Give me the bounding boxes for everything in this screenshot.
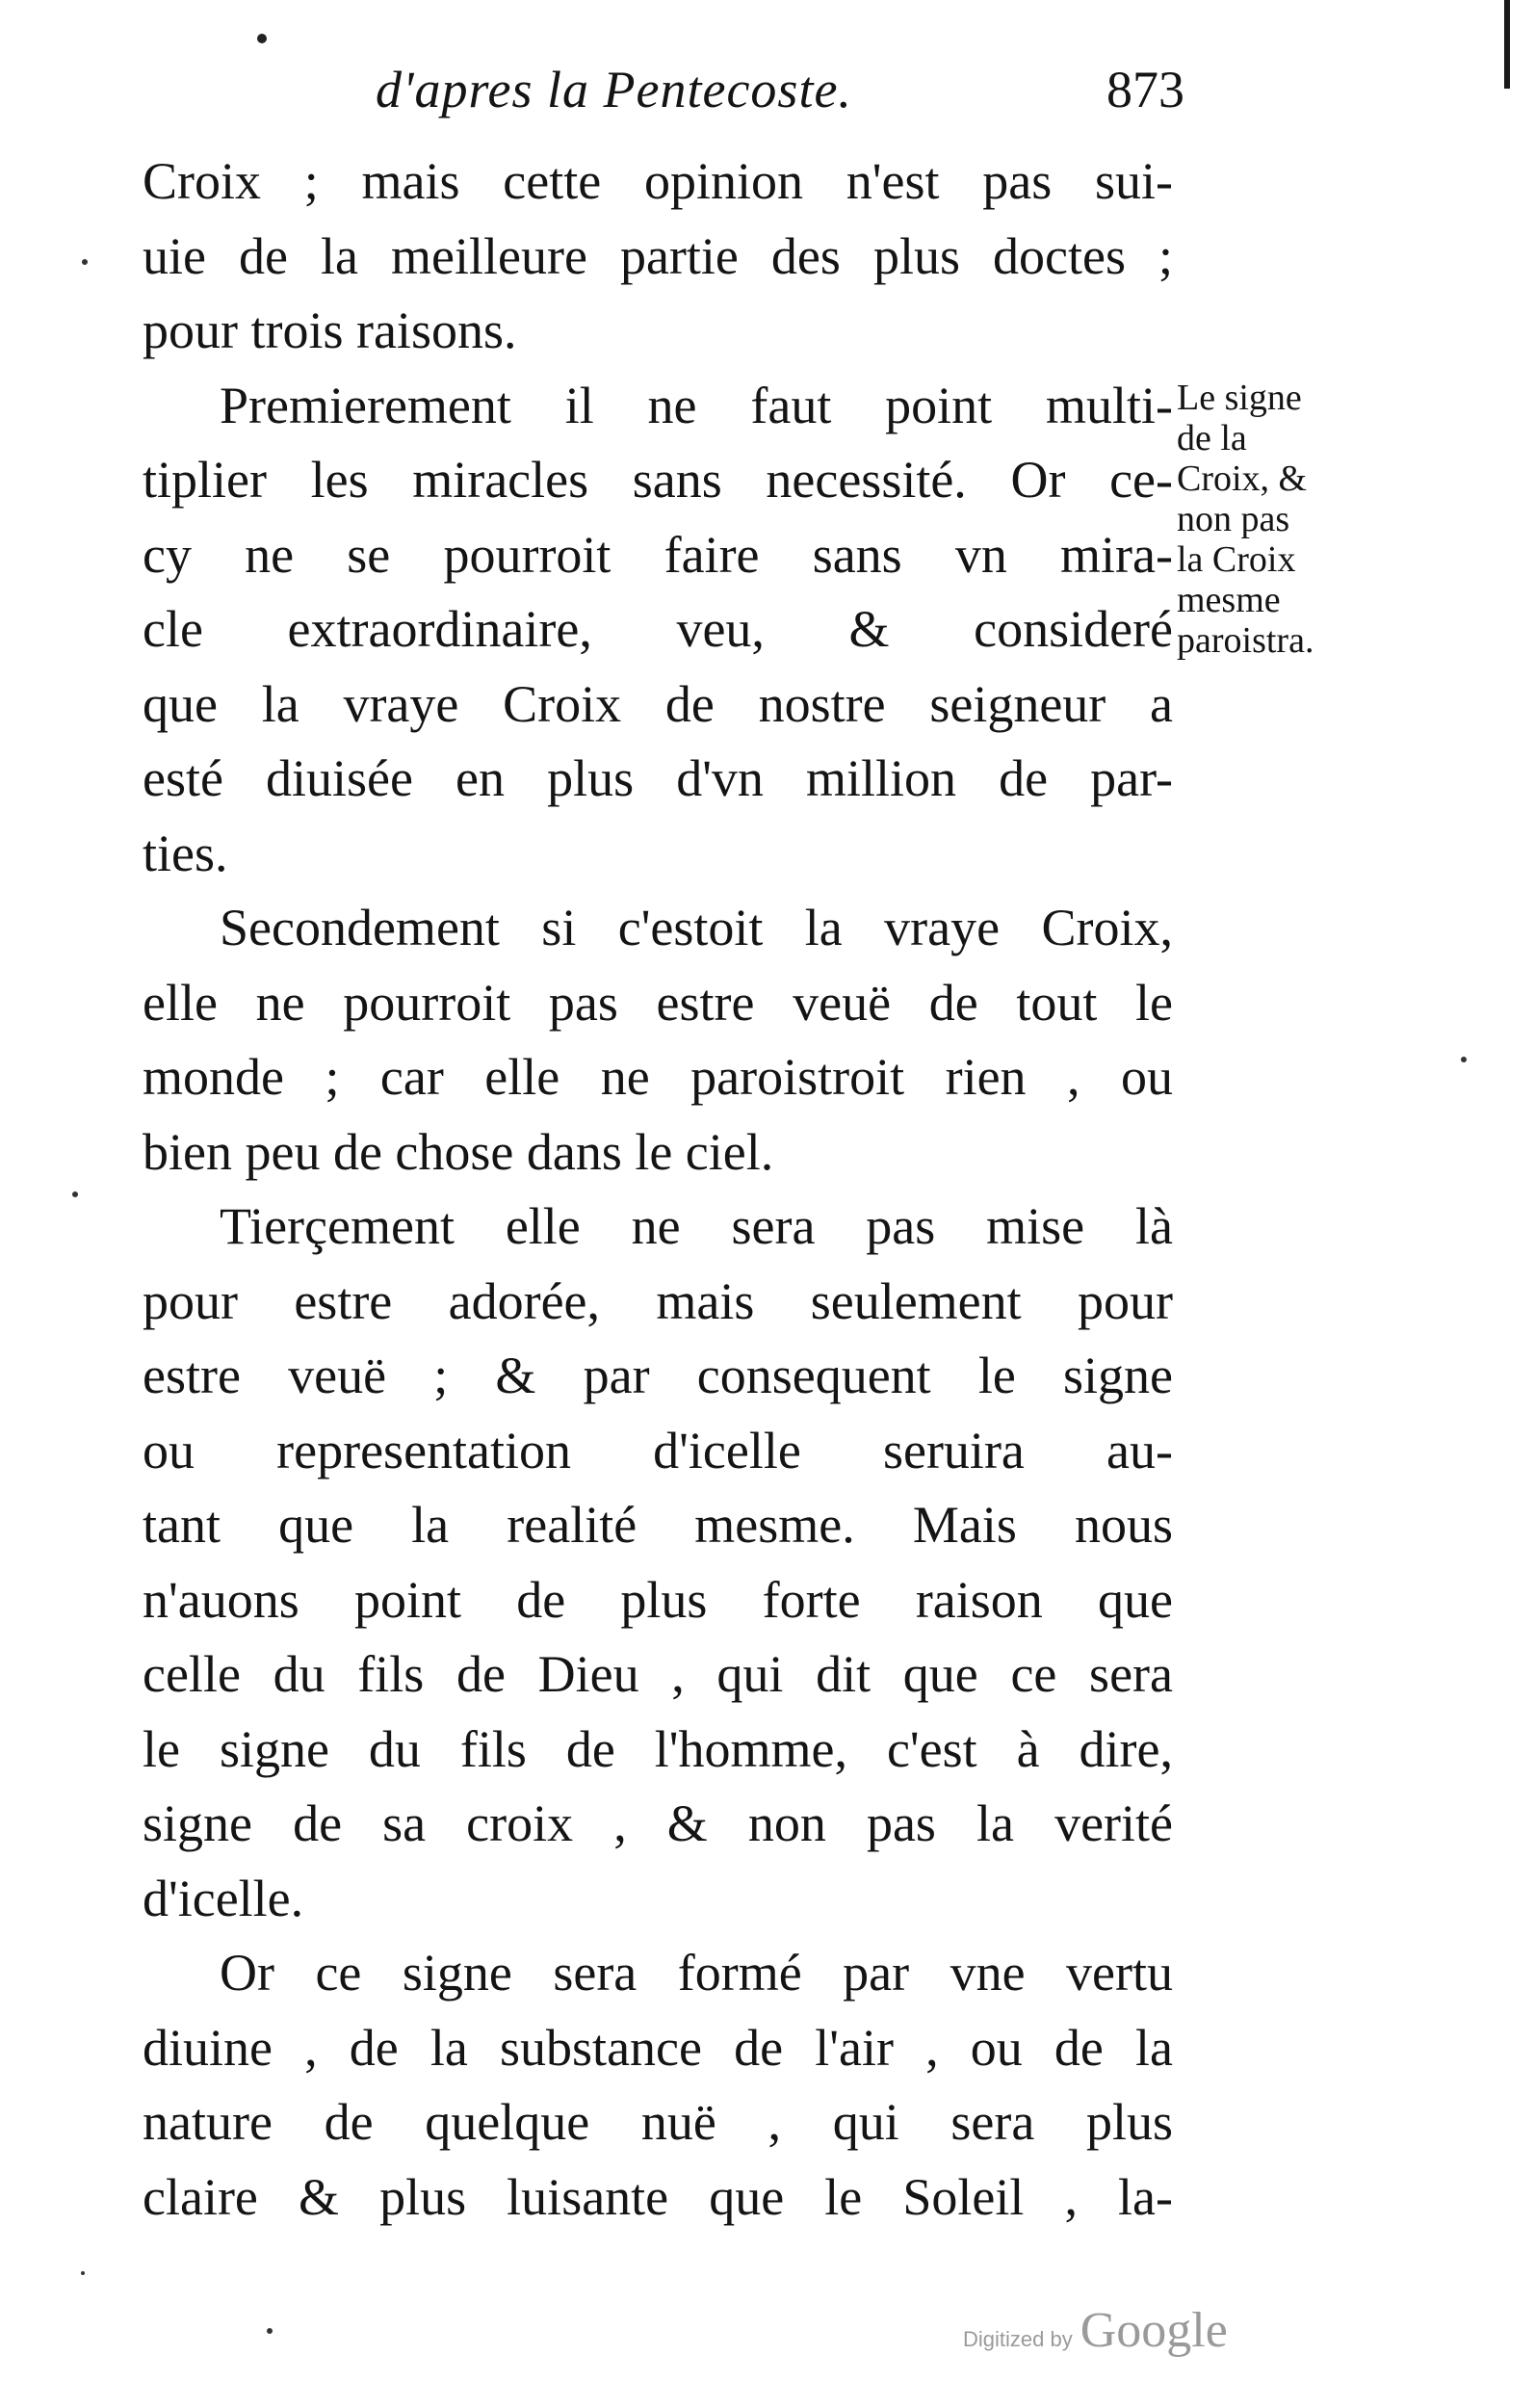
text-line: celle du fils de Dieu , qui dit que ce sera [143,1645,1173,1703]
running-title: d'apres la Pentecoste. [376,61,852,118]
margin-note-line: paroistra. [1177,620,1314,661]
text-line: pour trois raisons. [143,301,517,359]
speck [72,1191,78,1197]
text-line: pour estre adorée, mais seulement pour [143,1271,1173,1330]
text-line: cy ne se pourroit faire sans vn mira- [143,525,1173,584]
text-line: signe de sa croix , & non pas la verité [143,1794,1173,1852]
text-line: Premierement il ne faut point multi- [220,376,1173,434]
text-line: le signe du fils de l'homme, c'est à dire, [143,1719,1173,1778]
text-line: tant que la realité mesme. Mais nous [143,1496,1173,1554]
margin-note-line: Croix, & [1177,458,1308,499]
margin-note-line: la Croix [1177,539,1296,580]
text-line: estre veuë ; & par consequent le signe [143,1347,1173,1404]
text-line: elle ne pourroit pas estre veuë de tout le [143,973,1173,1032]
text-line: Tierçement elle ne sera pas mise là [220,1197,1173,1255]
text-line: d'icelle. [143,1869,304,1927]
margin-note-line: non pas [1177,499,1290,539]
text-line: bien peu de chose dans le ciel. [143,1122,774,1181]
speck [267,2328,273,2334]
text-line: uie de la meilleure partie des plus doctes ; [143,226,1173,285]
text-line: que la vraye Croix de nostre seigneur a [143,674,1173,733]
text-line: diuine , de la substance de l'air , ou de la [143,2018,1173,2077]
speck [1461,1057,1467,1062]
margin-note-line: mesme [1177,580,1281,620]
margin-note-line: Le signe [1177,378,1302,418]
text-line: monde ; car elle ne paroistroit rien , ou [143,1048,1173,1106]
text-line: Or ce signe sera formé par vne vertu [220,1944,1173,2002]
text-line: tiplier les miracles sans necessité. Or ce- [143,451,1173,509]
google-logo: Google [1080,2303,1228,2358]
text-line: ties. [143,824,228,882]
digitized-by-google [963,2302,1228,2359]
text-line: esté diuisée en plus d'vn million de par- [143,749,1173,807]
margin-note-line: de la [1177,418,1247,458]
text-line: claire & plus luisante que le Soleil , la- [143,2167,1173,2226]
speck [257,34,267,43]
text-line: ou representation d'icelle seruira au- [143,1421,1173,1479]
text-line: Croix ; mais cette opinion n'est pas sui- [143,152,1173,210]
text-line: nature de quelque nuë , qui sera plus [143,2093,1173,2151]
text-line: Secondement si c'estoit la vraye Croix, [220,899,1173,956]
digitized-by-label: Digitized by [963,2327,1073,2351]
text-line: n'auons point de plus forte raison que [143,1570,1173,1629]
page-number: 873 [1106,61,1184,118]
speck [81,2271,85,2275]
speck [82,259,88,265]
text-line: cle extraordinaire, veu, & consideré [143,600,1173,658]
